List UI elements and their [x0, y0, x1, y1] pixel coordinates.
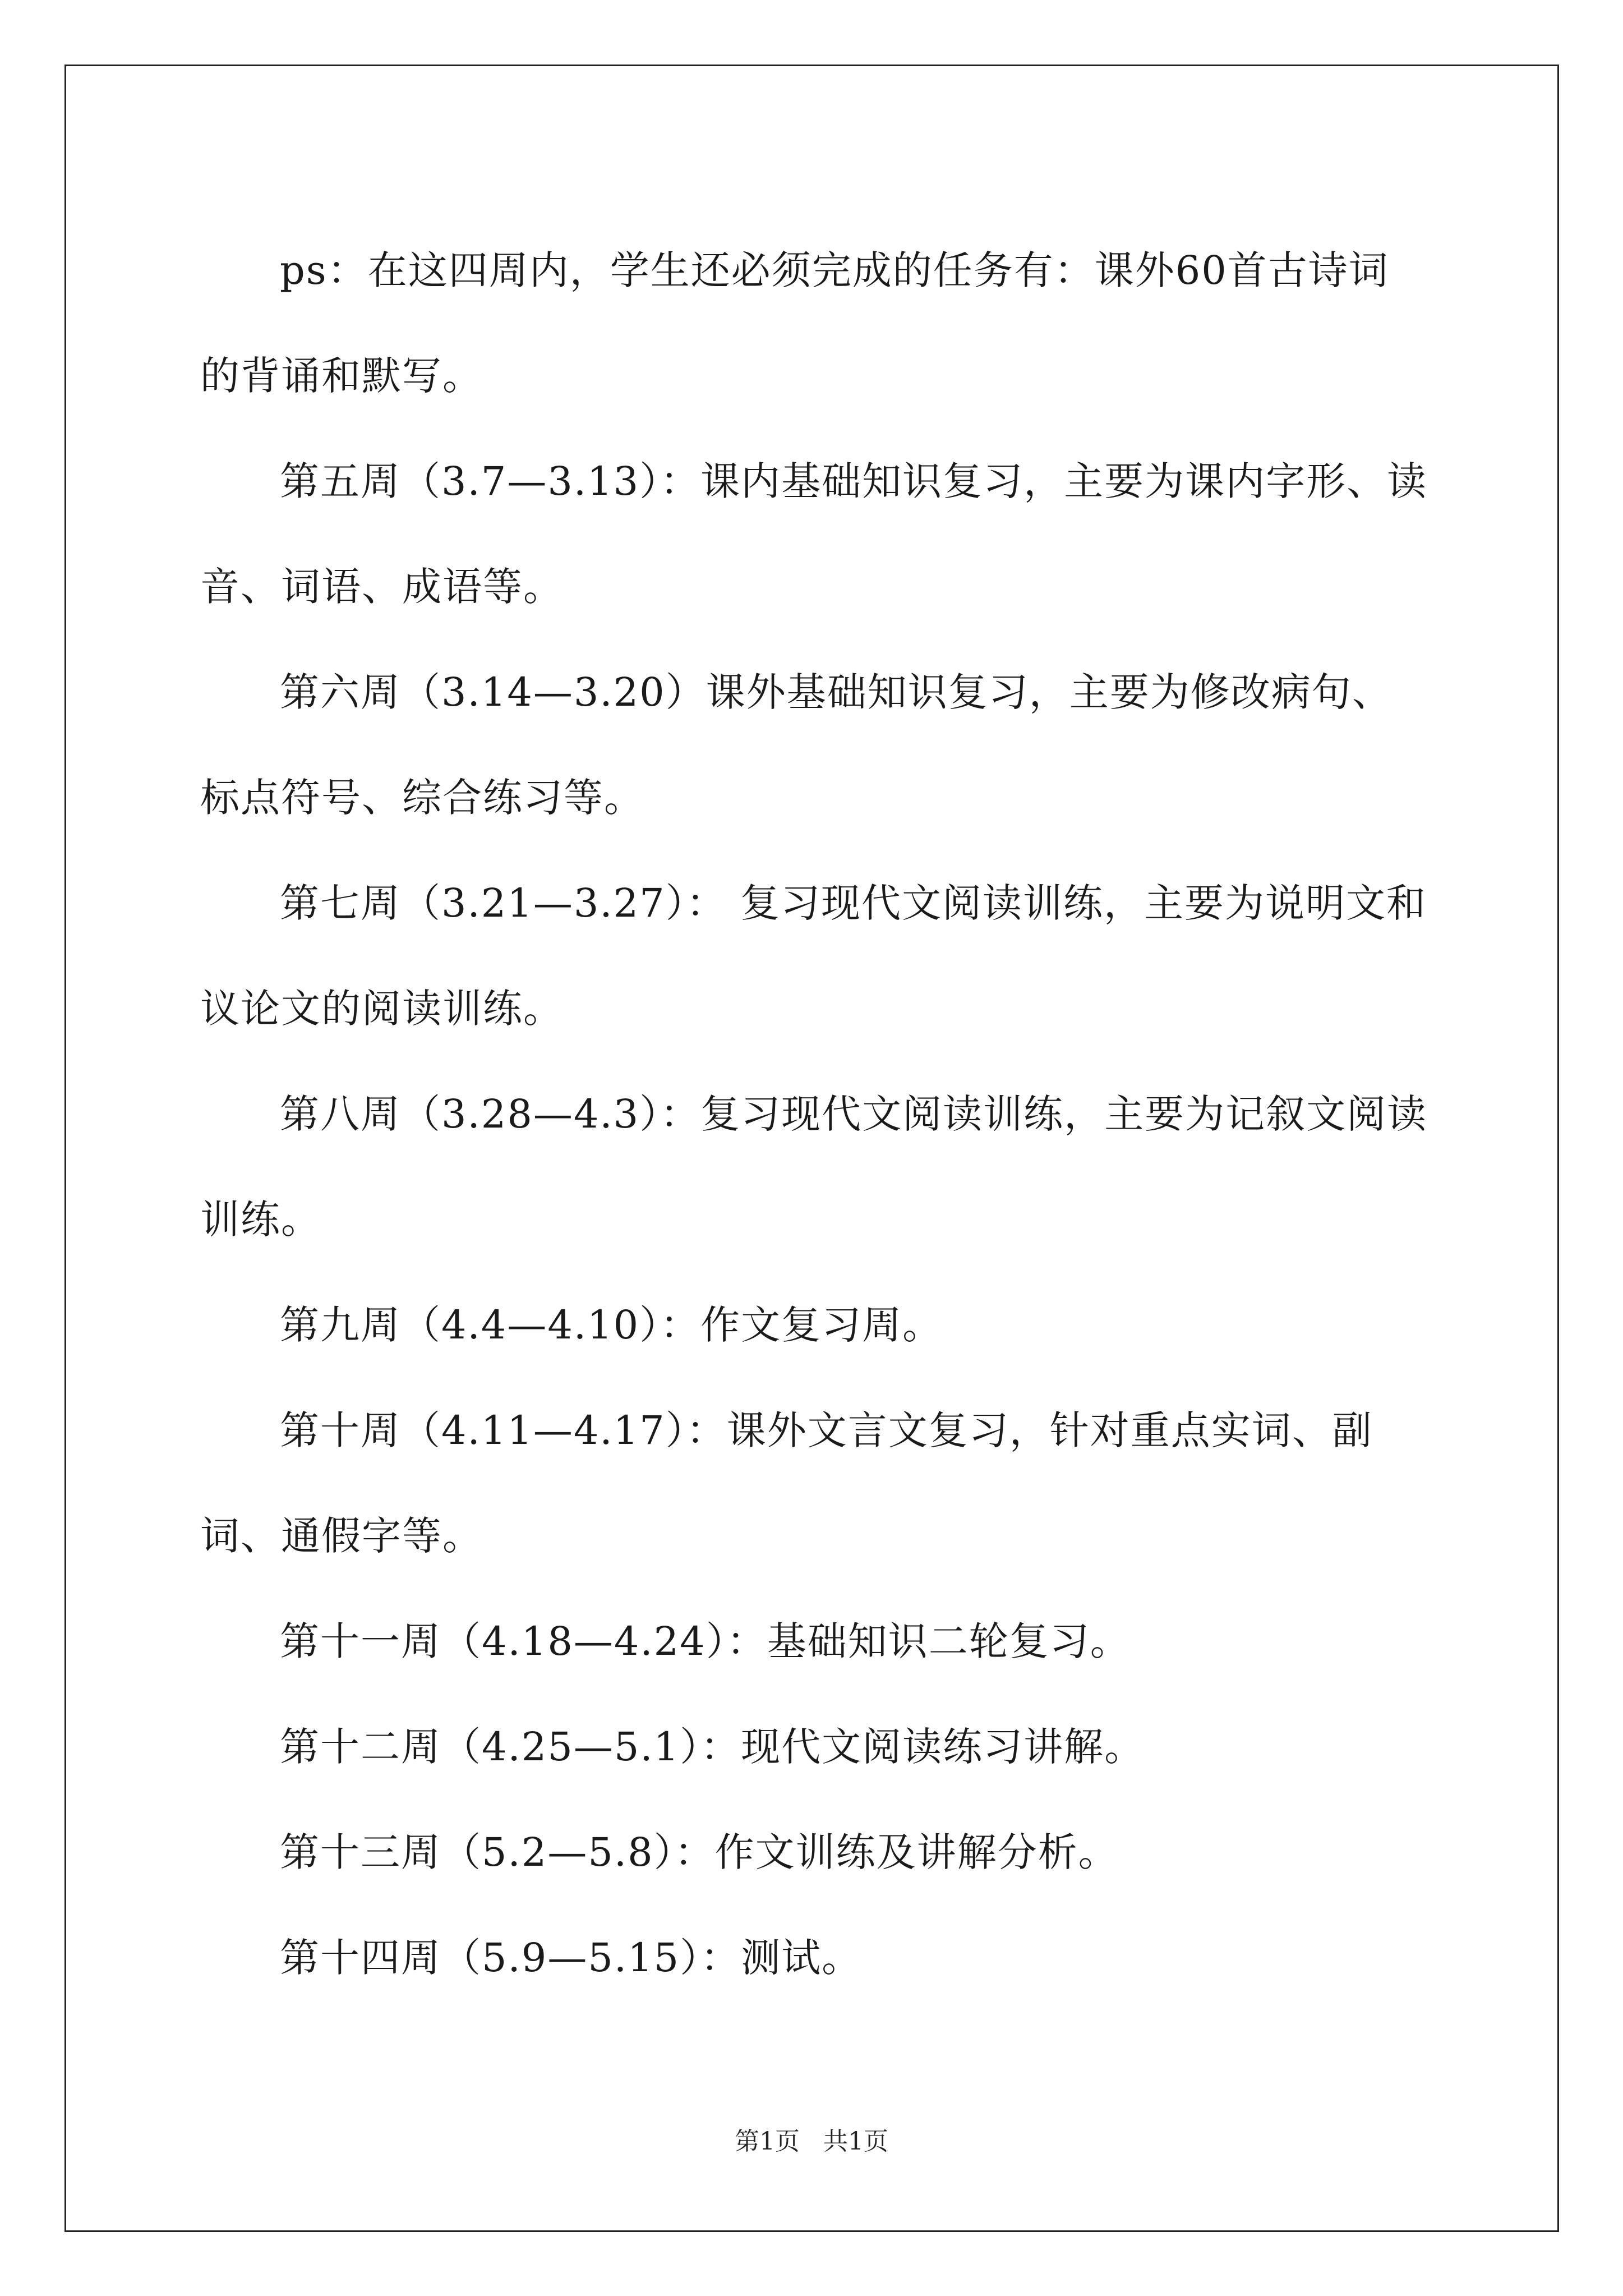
paragraph-week-10: 第十周（4.11—4.17）：课外文言文复习，针对重点实词、副词、通假字等。 — [200, 1407, 1373, 1559]
paragraph-week-8: 第八周（3.28—4.3）：复习现代文阅读训练，主要为记叙文阅读训练。 — [200, 1091, 1428, 1243]
paragraph-week-12: 第十二周（4.25—5.1）：现代文阅读练习讲解。 — [280, 1724, 1145, 1770]
paragraph-ps-note: ps：在这四周内，学生还必须完成的任务有：课外60首古诗词的背诵和默写。 — [200, 247, 1389, 399]
paragraph-week-5: 第五周（3.7—3.13）：课内基础知识复习，主要为课内字形、读音、词语、成语等。 — [200, 458, 1428, 610]
paragraph-week-7: 第七周（3.21—3.27）： 复习现代文阅读训练，主要为说明文和议论文的阅读训练。 — [200, 880, 1427, 1032]
page-footer: 第1页 共1页 — [735, 2127, 888, 2156]
paragraph-week-14: 第十四周（5.9—5.15）：测试。 — [280, 1935, 863, 1981]
paragraph-week-6: 第六周（3.14—3.20）课外基础知识复习，主要为修改病句、标点符号、综合练习等。 — [200, 669, 1393, 821]
document-body — [200, 218, 1428, 2010]
paragraph-week-13: 第十三周（5.2—5.8）：作文训练及讲解分析。 — [280, 1829, 1119, 1875]
paragraph-week-11: 第十一周（4.18—4.24）：基础知识二轮复习。 — [280, 1618, 1131, 1664]
paragraph-week-9: 第九周（4.4—4.10）：作文复习周。 — [280, 1302, 943, 1348]
